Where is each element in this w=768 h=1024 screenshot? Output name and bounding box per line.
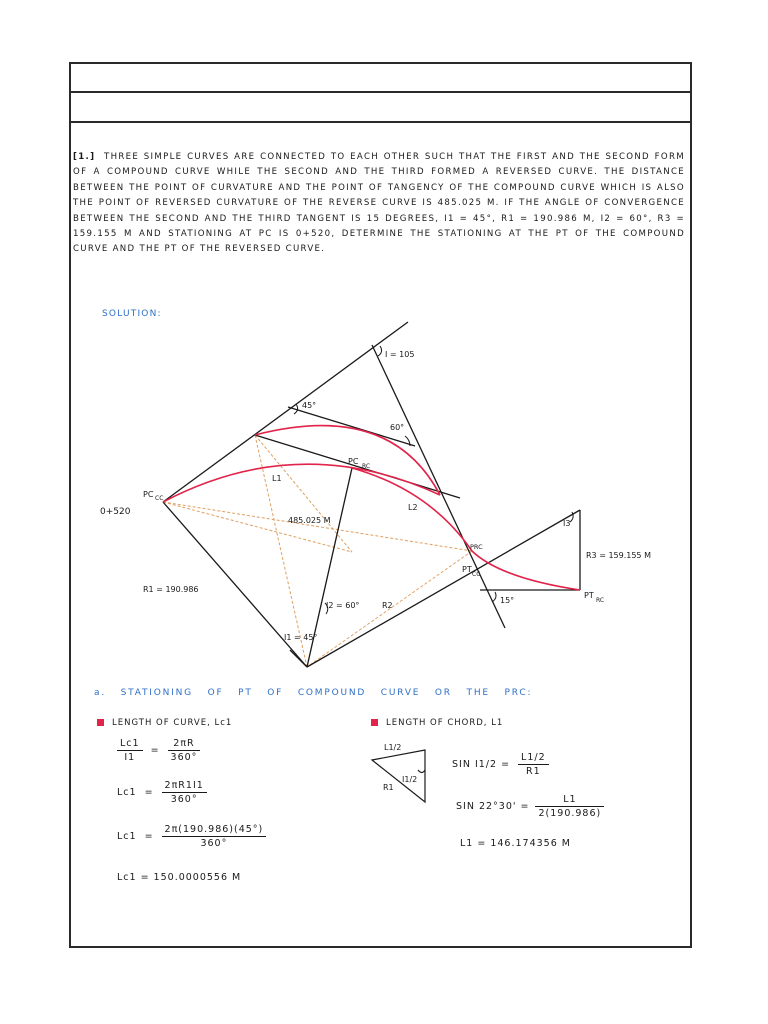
tick-i1 (290, 650, 307, 667)
left-heading-text: LENGTH OF CURVE, Lc1 (112, 718, 233, 728)
lc-eq-4: Lc1 = 150.0000556 M (117, 872, 242, 883)
label-pcrc-sub: RC (362, 463, 371, 470)
chord-eq-1: SIN I1/2 = $\frac{L1/2}{R1}$ (452, 752, 549, 777)
label-i2: I2 = 60° (326, 601, 360, 610)
chord-eq-1-rhs: $\frac{L1/2}{R1}$ (518, 752, 549, 777)
lc-eq-3: Lc1 = $\frac{2\pi(190.986)(45^\circ)}{360^\circ}$ (117, 824, 266, 849)
arc-i (378, 346, 382, 356)
label-l1: L1 (272, 474, 282, 483)
tri-label-angle: I1/2 (402, 775, 418, 784)
lc-eq-1-rhs: $\frac{2\pi R}{360^\circ}$ (168, 738, 201, 763)
label-ptcc-sub: CC (472, 571, 481, 578)
label-station: 0+520 (100, 507, 131, 517)
label-i1: I1 = 45° (284, 633, 318, 642)
diagram-labels (100, 350, 651, 642)
tri-label-top: L1/2 (384, 743, 402, 752)
label-i-total: I = 105 (385, 350, 415, 359)
label-r3: R3 = 159.155 M (586, 551, 651, 560)
compound-curve-1 (163, 464, 440, 502)
chord-pc-prc (163, 502, 472, 551)
label-ptrc-sub: RC (596, 597, 605, 604)
part-a-heading: a. STATIONING OF PT OF COMPOUND CURVE OR THE PRC: (94, 688, 533, 698)
problem-number: [1.] (73, 152, 96, 162)
problem-text: THREE SIMPLE CURVES ARE CONNECTED TO EACH OTHER SUCH THAT THE FIRST AND THE SECOND FORM OF A COMPOUND CURVE WHILE THE SECOND AND THE THIRD FORMED A REVERSED CURVE. THE DISTANCE BETWEEN THE POINT OF CURVATURE AND THE POINT OF TANGENCY OF THE COMPOUND CURVE WHICH IS ALSO THE POINT OF REVERSED CURVATURE OF THE REVERSE CURVE IS 485.025 M. IF THE ANGLE OF CONVERGENCE BETWEEN THE SECOND AND THE THIRD TANGENT IS 15 DEGREES, I1 = 45°, R1 = 190.986 M, I2 = 60°, R3 = 159.155 M AND STATIONING AT PC IS 0+520, DETERMINE THE STATIONING AT THE PT OF THE COMPOUND CURVE AND THE PT OF THE REVERSED CURVE. (73, 152, 685, 255)
lc-eq-2-rhs: $\frac{2\pi R1I1}{360^\circ}$ (162, 780, 207, 805)
tri-label-side: R1 (383, 783, 394, 792)
chord-eq-2-rhs: $\frac{L1}{2(190.986)}$ (535, 794, 604, 819)
tangent-third (307, 510, 580, 667)
label-r1: R1 = 190.986 (143, 585, 199, 594)
lc-eq-1-lhs: $\frac{Lc1}{I1}$ (117, 738, 143, 763)
label-angle-15: 15° (500, 596, 515, 605)
label-pccc-sub: CC (155, 495, 164, 502)
label-distance: 485.025 M (288, 516, 331, 525)
lc-eq-1: $\frac{Lc1}{I1}$ = $\frac{2\pi R}{360^\circ}$ (117, 738, 200, 763)
lc-eq-2: Lc1 = $\frac{2\pi R1I1}{360^\circ}$ (117, 780, 207, 805)
curves (163, 426, 580, 590)
label-ptcc: PT (462, 565, 472, 574)
label-pccc: PC (143, 490, 154, 499)
label-angle-60: 60° (390, 423, 405, 432)
solution-label: SOLUTION: (102, 309, 162, 319)
label-angle-45: 45° (302, 401, 317, 410)
guide-lines (163, 435, 472, 667)
label-l2: L2 (408, 503, 418, 512)
lc-eq-3-rhs: $\frac{2\pi(190.986)(45^\circ)}{360^\circ}$ (162, 824, 267, 849)
label-ptrc: PT (584, 591, 594, 600)
chord-triangle-arc (418, 770, 425, 773)
bullet-icon (371, 719, 378, 726)
label-i3: I3 (563, 519, 571, 528)
left-heading (97, 718, 232, 728)
tangent-main-2 (372, 345, 505, 628)
arc-i3 (570, 512, 573, 522)
tangent-lines (163, 322, 580, 667)
chord-eq-2: SIN 22°30' = $\frac{L1}{2(190.986)}$ (456, 794, 604, 819)
label-pcrc: PC (348, 457, 359, 466)
right-heading-text: LENGTH OF CHORD, L1 (386, 718, 504, 728)
label-r2: R2 (382, 601, 393, 610)
chord-eq-3: L1 = 146.174356 M (460, 838, 571, 849)
right-heading (371, 718, 503, 728)
bullet-icon (97, 719, 104, 726)
label-prc: PRC (470, 543, 483, 551)
angle-arcs (294, 346, 573, 614)
chord-triangle-labels (383, 743, 417, 792)
